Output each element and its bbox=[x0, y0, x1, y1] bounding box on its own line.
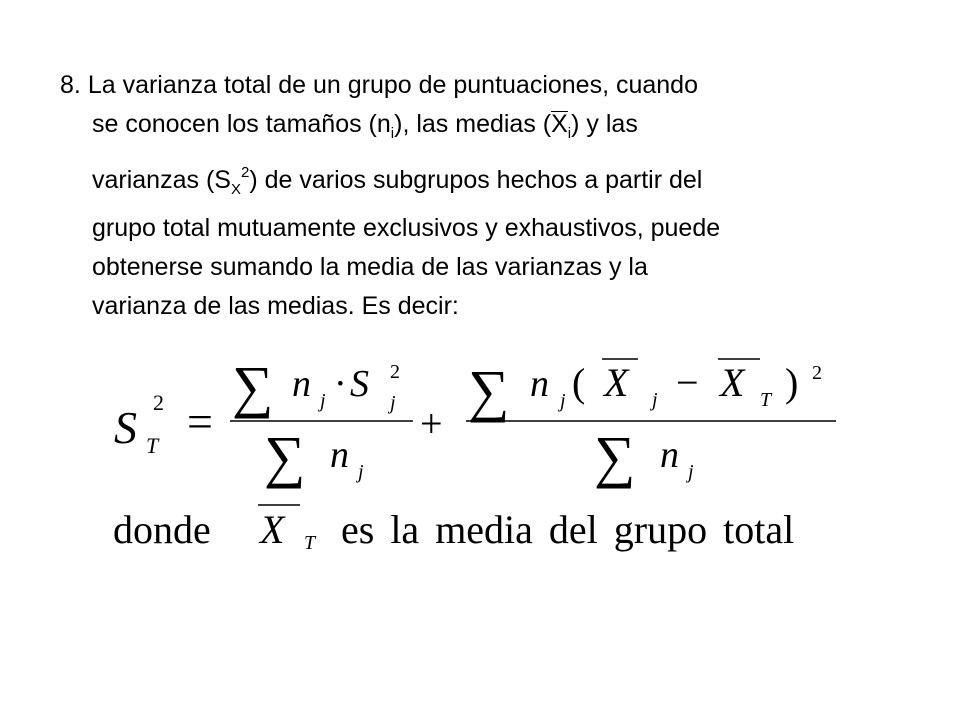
paragraph-line-4: grupo total mutuamente exclusivos y exhaustivos, puede bbox=[92, 214, 721, 242]
paragraph-line-5: obtenerse sumando la media de las varianzas y la bbox=[92, 253, 648, 281]
note-x-sub-t: T bbox=[304, 532, 316, 554]
paragraph-line-6: varianza de las medias. Es decir: bbox=[92, 292, 459, 320]
lhs-sup-2: 2 bbox=[153, 390, 164, 415]
x-sub-j: j bbox=[652, 389, 658, 411]
sum-symbol-4: ∑ bbox=[594, 424, 636, 489]
left-paren: ( bbox=[572, 360, 586, 405]
item-number: 8. bbox=[60, 71, 81, 99]
sum-symbol-3: ∑ bbox=[468, 358, 510, 423]
x-2: X bbox=[720, 360, 745, 405]
note-x: X bbox=[260, 507, 285, 552]
paren-sup-2: 2 bbox=[812, 362, 822, 384]
j-3: j bbox=[560, 390, 566, 412]
lhs-sub-t: T bbox=[146, 433, 159, 458]
x-1: X bbox=[604, 360, 629, 405]
right-paren: ) bbox=[785, 360, 799, 405]
n-1: n bbox=[292, 363, 311, 405]
superscript-2: 2 bbox=[240, 164, 250, 181]
line-1-text: La varianza total de un grupo de puntuaciones, cuando bbox=[87, 71, 698, 99]
line-2-text-a: se conocen los tamaños (n bbox=[92, 110, 391, 138]
line-2-text-b: ), las medias ( bbox=[394, 110, 552, 138]
line-3-text-b: ) de varios subgrupos hechos a partir del bbox=[249, 166, 703, 194]
subscript-x: X bbox=[230, 181, 241, 198]
s-sup-2: 2 bbox=[390, 361, 400, 383]
mean-x-bar: X bbox=[551, 110, 568, 138]
s-sub-j: j bbox=[390, 392, 396, 414]
line-3-text-a: varianzas (S bbox=[92, 166, 231, 194]
subscript-i-means: i bbox=[567, 125, 572, 142]
n-2: n bbox=[330, 434, 349, 476]
n-3: n bbox=[530, 363, 549, 405]
equals-sign: = bbox=[187, 396, 213, 447]
dot-operator: · bbox=[334, 363, 347, 405]
s-1: S bbox=[350, 363, 369, 405]
line-2-text-c: ) y las bbox=[571, 110, 638, 138]
lhs-s: S bbox=[114, 402, 137, 453]
note-text: es la media del grupo total bbox=[341, 507, 795, 552]
n-4: n bbox=[660, 434, 679, 476]
sum-symbol-2: ∑ bbox=[264, 424, 306, 489]
j-1: j bbox=[320, 390, 326, 412]
x-sub-t: T bbox=[760, 389, 772, 411]
plus-sign: + bbox=[420, 401, 443, 446]
donde-word: donde bbox=[113, 507, 211, 552]
j-2: j bbox=[358, 461, 364, 483]
j-4: j bbox=[688, 461, 694, 483]
sum-symbol-1: ∑ bbox=[232, 354, 274, 419]
minus-sign: − bbox=[676, 360, 699, 405]
subscript-i-sizes: i bbox=[390, 125, 395, 142]
